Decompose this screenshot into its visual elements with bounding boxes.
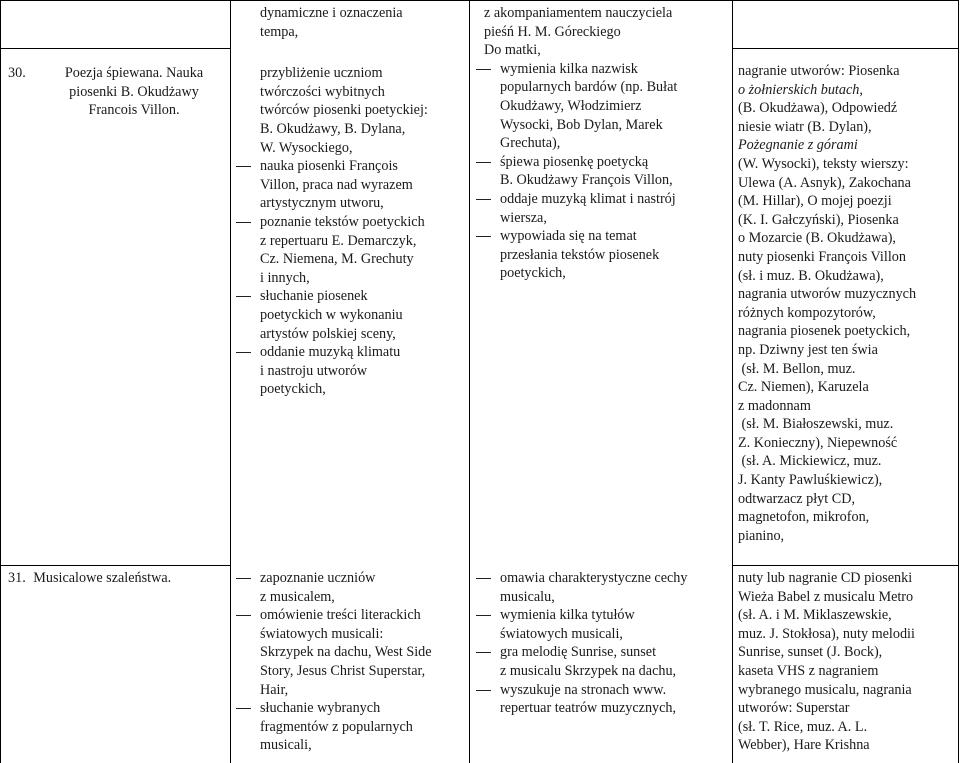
activity-item [236,157,464,213]
text-line: Webber), Hare Krishna [738,737,870,754]
text-line: wybranego musicalu, nagrania [738,681,912,698]
outcome-continuation [476,4,728,60]
text-line: z madonnam [738,397,811,414]
dash-bullet [476,690,491,691]
text-line: fragmentów z popularnych [260,718,413,735]
text-line: Sunrise, sunset (J. Bock), [738,644,883,661]
text-line: dynamiczne i oznaczenia [260,5,403,21]
text-line: artystycznym utworu, [260,195,384,212]
text-line: z musicalu Skrzypek na dachu, [500,662,677,679]
activity-item [236,699,464,755]
text-line: np. Dziwny jest ten świa [738,341,878,358]
text-line: gra melodię Sunrise, sunset [500,644,657,661]
text-line: nagrania piosenek poetyckich, [738,323,911,340]
text-line: wypowiada się na temat [500,228,637,245]
dash-bullet [476,199,491,200]
row-divider-topic [0,48,230,49]
text-line: artystów polskiej sceny, [260,325,396,342]
dash-bullet [236,166,251,167]
text-line: z musicalem, [260,588,335,605]
dash-bullet [476,652,491,653]
row-divider-31-topic [0,565,230,566]
activity-item [236,213,464,287]
text-line: różnych kompozytorów, [738,304,876,321]
text-line: oddanie muzyką klimatu [260,344,401,361]
text-line: twórczości wybitnych [260,83,385,100]
text-line: (sł. M. Bellon, muz. [738,360,856,377]
row31-outcomes [476,569,728,718]
row-divider-31-materials [732,565,959,566]
column-divider-3 [732,0,733,763]
text-line: nauka piosenki François [260,158,398,175]
text-line: oddaje muzyką klimat i nastrój [500,190,676,207]
text-line: Pożegnanie z górami [738,137,858,154]
text-line: popularnych bardów (np. Bułat [500,79,678,96]
text-line: wiersza, [500,209,547,226]
table-border-right [958,0,959,763]
text-line: W. Wysockiego, [260,139,353,156]
dash-bullet [236,615,251,616]
outcome-item [476,569,728,606]
outcome-item [476,190,728,227]
text-line: poetyckich, [260,381,326,398]
row30-activities [236,4,464,399]
dash-bullet [476,578,491,579]
text-line: (sł. A. i M. Miklaszewskie, [738,607,892,624]
text-line: Story, Jesus Christ Superstar, [260,662,426,679]
outcome-item [476,227,728,283]
text-line: (B. Okudżawa), Odpowiedź [738,100,898,117]
column-divider-2 [469,0,470,763]
text-line: Do matki, [484,42,541,59]
text-line: z akompaniamentem nauczyciela [484,5,673,21]
text-line: twórców piosenki poetyckiej: [260,102,428,119]
text-line: (K. I. Gałczyński), Piosenka [738,211,899,228]
text-line: B. Okudżawy François Villon, [500,172,673,189]
activity-item [236,606,464,699]
dash-bullet [476,236,491,237]
activity-item [236,64,464,157]
text-line: (sł. i muz. B. Okudżawa), [738,267,884,284]
text-line: omawia charakterystyczne cechy [500,570,688,586]
text-line: J. Kanty Pawluśkiewicz), [738,472,883,489]
text-line: przybliżenie uczniom [260,65,383,82]
row30-topic-line: Poezja śpiewana. Nauka [64,65,204,81]
column-divider-1 [230,0,231,763]
row31-number: 31. [8,570,26,586]
dash-bullet [236,352,251,353]
text-line: Wieża Babel z musicalu Metro [738,588,914,605]
text-line: kaseta VHS z nagraniem [738,662,879,679]
row31-activities [236,569,464,755]
text-line: muz. J. Stokłosa), nuty melodii [738,625,915,642]
text-line: poetyckich w wykonaniu [260,306,403,323]
text-line: nagranie utworów: Piosenka [738,63,900,79]
text-line: zapoznanie uczniów [260,570,376,586]
text-line: światowych musicali: [260,625,384,642]
row-divider-materials [732,48,959,49]
outcome-item [476,153,728,190]
dash-bullet [236,296,251,297]
text-line: wyszukuje na stronach www. [500,681,667,698]
text-line: o Mozarcie (B. Okudżawa), [738,230,896,247]
text-line: światowych musicali, [500,625,623,642]
dash-bullet [236,708,251,709]
text-line: (M. Hillar), O mojej poezji [738,193,892,210]
row30-topic [40,64,228,120]
text-line: omówienie treści literackich [260,607,421,624]
text-line: wymienia kilka nazwisk [500,60,638,77]
text-line: poznanie tekstów poetyckich [260,213,425,230]
activity-item [236,569,464,606]
text-line: pianino, [738,527,785,544]
text-line: (sł. M. Białoszewski, muz. [738,416,894,433]
text-line: słuchanie piosenek [260,288,368,305]
text-line: niesie wiatr (B. Dylan), [738,118,872,135]
text-line: musicali, [260,737,312,754]
text-line: (sł. A. Mickiewicz, muz. [738,453,882,470]
row31-materials [738,569,956,755]
dash-bullet [236,578,251,579]
text-line: przesłania tekstów piosenek [500,246,660,263]
text-line: odtwarzacz płyt CD, [738,490,856,507]
text-line: z repertuaru E. Demarczyk, [260,232,417,249]
text-line: (W. Wysocki), teksty wierszy: [738,155,909,172]
dash-bullet [476,69,491,70]
dash-bullet [476,162,491,163]
text-line: poetyckich, [500,265,566,282]
text-line: utworów: Superstar [738,700,850,717]
row30-topic-line: Francois Villon. [88,102,180,119]
text-line: tempa, [260,23,299,40]
text-line: o żołnierskich butach, [738,81,863,98]
text-line: Skrzypek na dachu, West Side [260,644,432,661]
text-line: Cz. Niemena, M. Grechuty [260,251,414,268]
text-line: Hair, [260,681,289,698]
text-line: Villon, praca nad wyrazem [260,176,413,193]
outcome-item [476,606,728,643]
text-line: Grechuta), [500,135,561,152]
text-line: nagrania utworów muzycznych [738,286,917,303]
text-line: nuty piosenki François Villon [738,248,906,265]
row31-topic-text: Musicalowe szaleństwa. [33,570,172,586]
outcome-item [476,643,728,680]
text-line: B. Okudżawy, B. Dylana, [260,120,406,137]
text-line: śpiewa piosenkę poetycką [500,153,649,170]
row30-materials [738,62,956,545]
text-line: Wysocki, Bob Dylan, Marek [500,116,663,133]
text-line: magnetofon, mikrofon, [738,509,870,526]
text-line: wymienia kilka tytułów [500,607,635,624]
text-line: i innych, [260,269,310,286]
text-line: słuchanie wybranych [260,700,381,717]
text-line: musicalu, [500,588,555,605]
activity-item [236,287,464,343]
activity-item [236,343,464,399]
text-line: nuty lub nagranie CD piosenki [738,570,913,586]
row30-outcomes [476,4,728,283]
text-line: Ulewa (A. Asnyk), Zakochana [738,174,911,191]
outcome-item [476,681,728,718]
activity-continuation [236,4,464,41]
text-line: repertuar teatrów muzycznych, [500,700,677,717]
text-line: i nastroju utworów [260,362,368,379]
text-line: (sł. T. Rice, muz. A. L. [738,718,868,735]
text-line: Z. Konieczny), Niepewność [738,434,898,451]
row30-number: 30. [8,65,26,81]
table-border-left [0,0,1,763]
outcome-item [476,60,728,153]
row31-topic [8,569,228,588]
table-border-top [0,0,959,1]
dash-bullet [236,222,251,223]
row30-topic-line: piosenki B. Okudżawy [69,83,199,100]
text-line: Cz. Niemen), Karuzela [738,379,869,396]
text-line: pieśń H. M. Góreckiego [484,23,621,40]
dash-bullet [476,615,491,616]
text-line: Okudżawy, Włodzimierz [500,97,642,114]
